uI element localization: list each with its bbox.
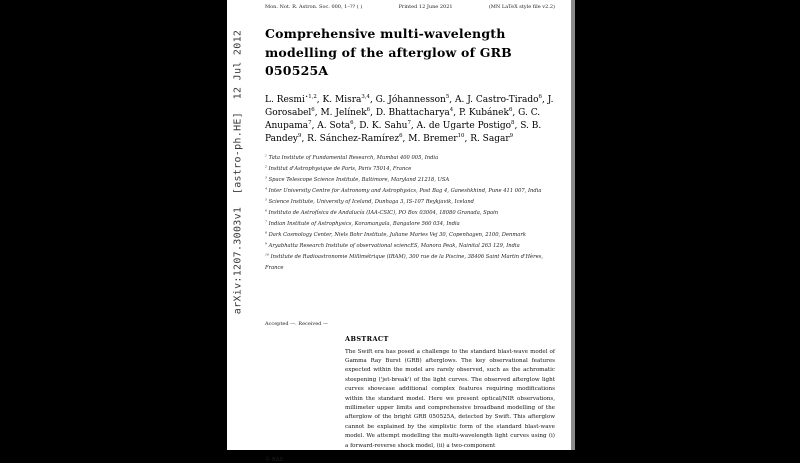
latex-style-note: (MN LaTeX style file v2.2) [488, 4, 555, 10]
author-name: R. Sagar$^9$ [470, 132, 514, 144]
author-name: L. Resmi$^{⋆1,2}$, [265, 93, 323, 105]
copyright-footer: © RAS [265, 456, 284, 463]
abstract-heading: ABSTRACT [345, 334, 389, 343]
affiliation-item: $^7$ Indian Institute of Astrophysics, Koramangala, Bangalore 560 034, India [265, 218, 460, 227]
affiliation-item: $^2$ Institut d'Astrophysique de Paris, Paris 75014, France [265, 163, 412, 172]
author-name: R. Sánchez-Ramírez$^6$, [307, 132, 409, 144]
affiliation-item: $^1$ Tata Institute of Fundamental Research, Mumbai 400 005, India [265, 152, 439, 161]
author-name: S. B. Pandey$^9$, [265, 120, 542, 144]
abstract-section [345, 335, 555, 451]
author-name: J. Gorosabel$^6$, [265, 94, 554, 118]
arxiv-sidebar-stamp: arXiv:1207.3003v1 [astro-ph.HE] 12 Jul 2012 [232, 29, 244, 315]
abstract-text: The Swift era has posed a challenge to the standard blast-wave model of Gamma Ray Burst (GRB) afterglows. The key observational features expected within the model are rarely observed, such as the achromatic steepening ('jet-break') of the light curves. The observed afterglow light curves showcase additional complex features requiring modifications within the standard model. Here we present optical/NIR observations, millimeter upper limits and comprehensive broadband modelling of the afterglow of the bright GRB 050525A, detected by Swift. This afterglow cannot be explained by the simplistic form of the standard blast-wave model. We attempt modelling the multi-wavelength light curves using (i) a forward-reverse shock model, (ii) a two-component [345, 348, 555, 449]
author-name: M. Jelínek$^6$, [320, 106, 376, 118]
printed-date: Printed 12 June 2021 [398, 4, 453, 10]
paper-title: Comprehensive multi-wavelength modelling of the afterglow of GRB 050525A [265, 26, 512, 78]
author-name: G. Jóhannesson$^5$, [375, 93, 455, 105]
affiliation-list [265, 153, 555, 274]
affiliation-item: $^{10}$ Institute de Radioastronomie Millimétrique (IRAM), 300 rue de la Piscine, 38406 Saint Martin d'Hères, France [265, 251, 543, 271]
author-name: M. Bremer$^{10}$, [408, 132, 471, 144]
affiliation-item: $^8$ Dark Cosmology Center, Niels Bohr Institute, Juliane Maries Vej 30, Copenhagen, 2100, Denmark [265, 229, 526, 238]
paper-page [227, 0, 571, 463]
journal-header [265, 4, 555, 11]
affiliation-item: $^6$ Instituto de Astrofísica de Andalucía (IAA-CSIC), PO Box 03004, 18080 Granada, Spain [265, 207, 499, 216]
author-name: A. de Ugarte Postigo$^8$, [416, 119, 521, 131]
affiliation-item: $^5$ Science Institute, University of Iceland, Dunhaga 3, IS-107 Reykjavik, Iceland [265, 196, 474, 205]
author-name: D. K. Sahu$^7$, [359, 119, 417, 131]
author-name: A. Sota$^6$, [317, 119, 360, 131]
page-edge-strip [571, 0, 575, 450]
author-name: G. C. Anupama$^7$, [265, 107, 541, 131]
author-name: K. Misra$^{3,4}$, [322, 93, 376, 105]
author-name: D. Bhattacharya$^4$, [375, 106, 459, 118]
affiliation-item: $^4$ Inter University Centre for Astronomy and Astrophysics, Post Bag 4, Ganeshkhind, Pune 411 007, India [265, 185, 542, 194]
author-name: A. J. Castro-Tirado$^6$, [455, 93, 548, 105]
author-name: P. Kubánek$^6$, [458, 106, 519, 118]
accepted-received-line: Accepted —. Received — [265, 320, 328, 327]
author-list [265, 94, 555, 146]
journal-reference: Mon. Not. R. Astron. Soc. 000, 1–?? ( ) [265, 4, 363, 10]
affiliation-item: $^3$ Space Telescope Science Institute, Baltimore, Maryland 21218, USA [265, 174, 450, 183]
affiliation-item: $^9$ Aryabhatta Research Institute of observational sciencES, Manora Peak, Nainital 263 129, India [265, 240, 520, 249]
